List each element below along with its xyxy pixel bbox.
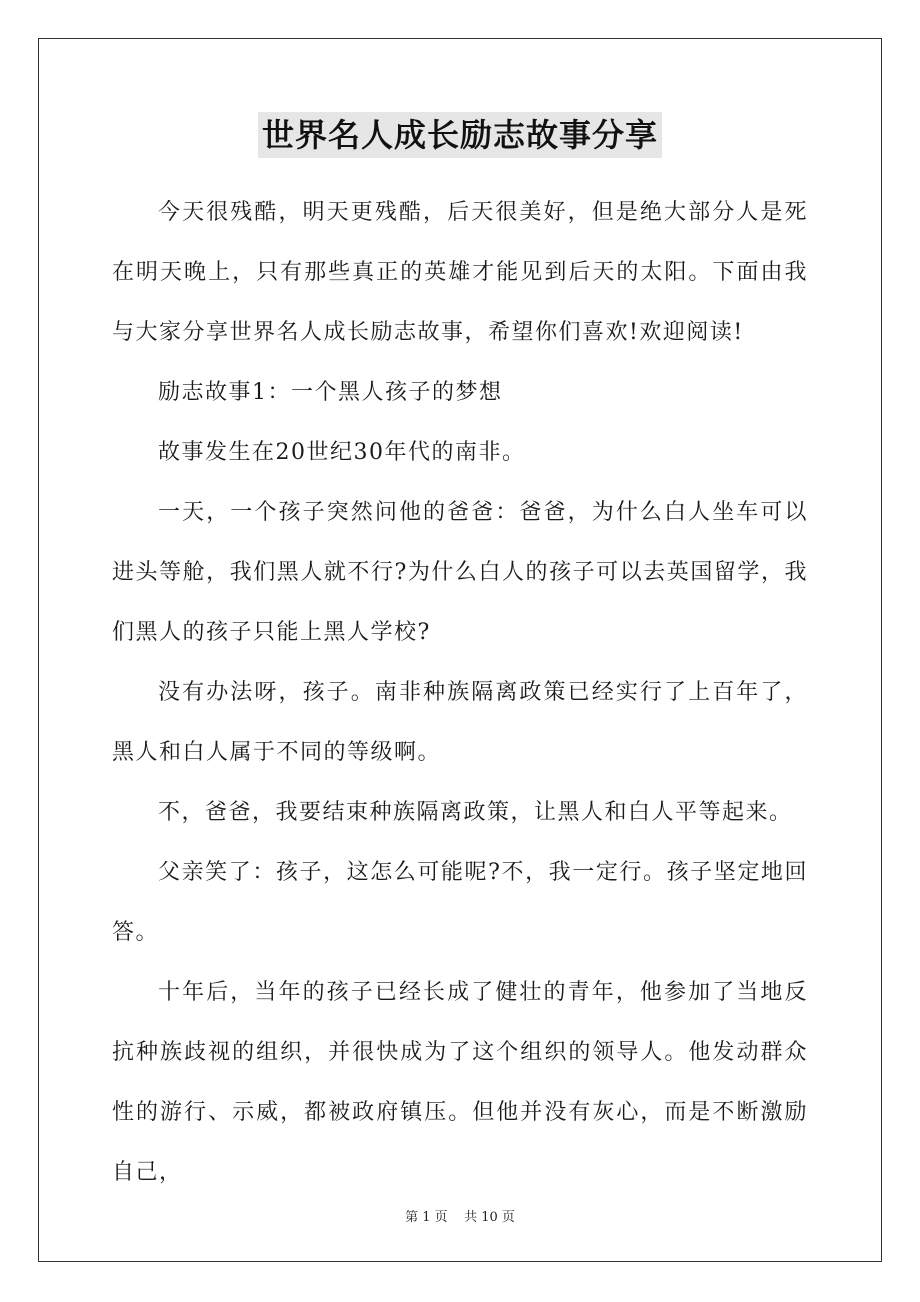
paragraph: 没有办法呀，孩子。南非种族隔离政策已经实行了上百年了，黑人和白人属于不同的等级啊。 xyxy=(112,680,808,765)
page-footer xyxy=(0,1206,920,1225)
paragraph: 十年后，当年的孩子已经长成了健壮的青年，他参加了当地反抗种族歧视的组织，并很快成为了这个组织的领导人。他发动群众性的游行、示威，都被政府镇压。但他并没有灰心，而是不断激励自己， xyxy=(112,980,808,1185)
paragraph: 一天，一个孩子突然问他的爸爸：爸爸，为什么白人坐车可以进头等舱，我们黑人就不行?为什么白人的孩子可以去英国留学，我们黑人的孩子只能上黑人学校? xyxy=(112,500,808,645)
paragraph: 故事发生在20世纪30年代的南非。 xyxy=(158,440,526,465)
document-body xyxy=(112,183,808,1203)
paragraph: 不，爸爸，我要结束种族隔离政策，让黑人和白人平等起来。 xyxy=(158,800,793,825)
paragraph: 父亲笑了：孩子，这怎么可能呢?不，我一定行。孩子坚定地回答。 xyxy=(112,860,808,945)
document-title: 世界名人成长励志故事分享 xyxy=(258,112,662,158)
title-container xyxy=(0,112,920,158)
paragraph-intro: 今天很残酷，明天更残酷，后天很美好，但是绝大部分人是死在明天晚上，只有那些真正的英雄才能见到后天的太阳。下面由我与大家分享世界名人成长励志故事，希望你们喜欢!欢迎阅读! xyxy=(112,200,808,345)
story-heading: 励志故事1：一个黑人孩子的梦想 xyxy=(158,380,503,405)
page-number: 第 1 页 共 10 页 xyxy=(405,1210,515,1225)
